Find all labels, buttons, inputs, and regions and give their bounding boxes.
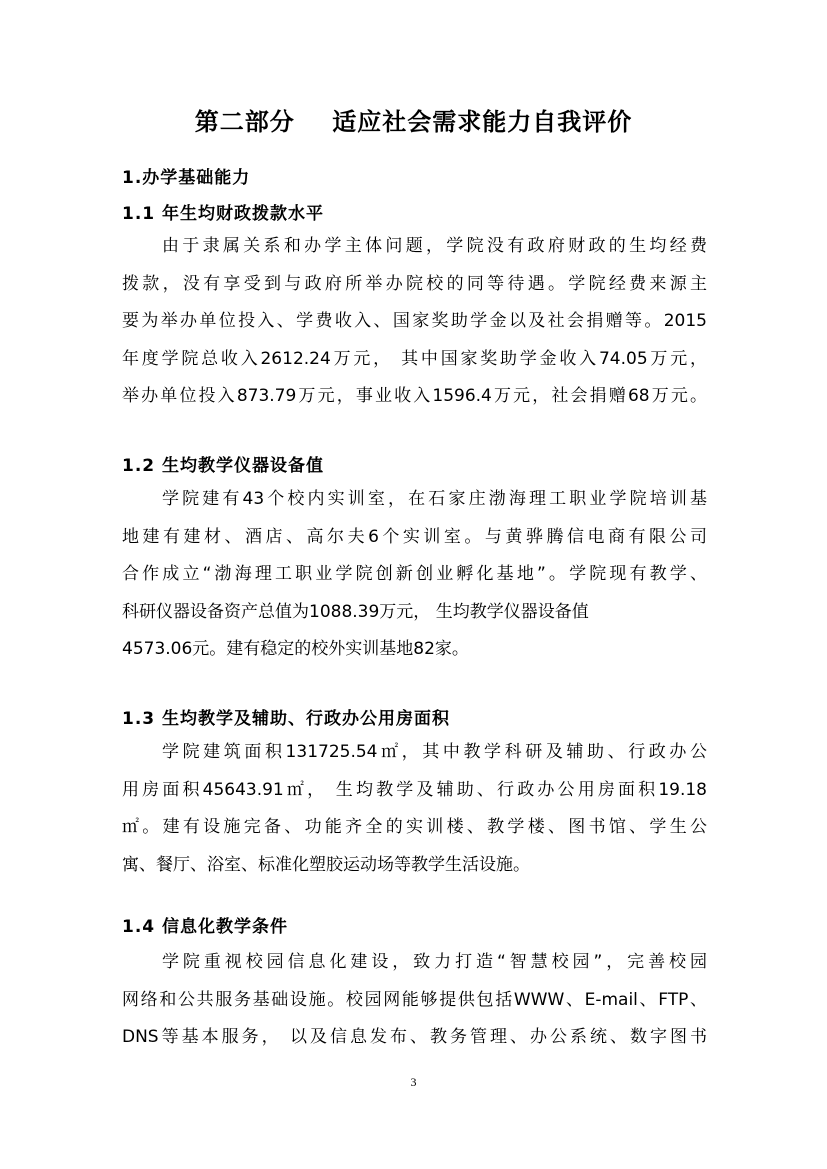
paragraph-line: 寓、餐厅、浴室、标准化塑胶运动场等教学生活设施。 [122, 854, 530, 875]
paragraph-line: 由于隶属关系和办学主体问题，学院没有政府财政的生均经费 [162, 236, 707, 256]
paragraph-line: 举办单位投入873.79万元，事业收入1596.4万元，社会捐赠68万元。 [122, 386, 707, 407]
section-heading-1: 1.办学基础能力 [122, 168, 251, 188]
paragraph-line: 要为举办单位投入、学费收入、国家奖助学金以及社会捐赠等。2015 [122, 311, 707, 332]
paragraph-line: 4573.06元。建有稳定的校外实训基地82家。 [122, 639, 469, 660]
paragraph-line: 用房面积45643.91㎡， 生均教学及辅助、行政办公用房面积19.18 [122, 779, 707, 800]
paragraph-line: 学院建有43个校内实训室，在石家庄渤海理工职业学院培训基 [162, 489, 707, 509]
section-heading-1-1: 1.1 年生均财政拨款水平 [122, 204, 325, 224]
paragraph-line: 拨款，没有享受到与政府所举办院校的同等待遇。学院经费来源主 [122, 273, 707, 294]
paragraph-1-1 [122, 228, 707, 416]
page-title: 第二部分 适应社会需求能力自我评价 [194, 108, 633, 136]
page-number: 3 [410, 1075, 417, 1089]
section-heading-1-3: 1.3 生均教学及辅助、行政办公用房面积 [122, 709, 451, 729]
paragraph-1-4 [122, 944, 707, 1057]
section-heading-1-4: 1.4 信息化教学条件 [122, 917, 289, 937]
paragraph-line: 学院建筑面积131725.54㎡，其中教学科研及辅助、行政办公 [162, 742, 707, 762]
paragraph-line: 地建有建材、酒店、高尔夫6个实训室。与黄骅腾信电商有限公司 [122, 526, 707, 547]
paragraph-line: DNS等基本服务， 以及信息发布、教务管理、办公系统、数字图书 [122, 1027, 707, 1048]
paragraph-line: 合作成立“渤海理工职业学院创新创业孵化基地”。学院现有教学、 [122, 564, 707, 585]
section-heading-1-2: 1.2 生均教学仪器设备值 [122, 456, 325, 476]
paragraph-line: 网络和公共服务基础设施。校园网能够提供包括WWW、E-mail、FTP、 [122, 989, 707, 1010]
paragraph-line: 学院重视校园信息化建设，致力打造“智慧校园”，完善校园 [162, 952, 707, 972]
paragraph-line: 科研仪器设备资产总值为1088.39万元， 生均教学仪器设备值 [122, 601, 589, 622]
paragraph-1-3 [122, 734, 707, 884]
paragraph-line: 年度学院总收入2612.24万元， 其中国家奖助学金收入74.05万元， [122, 348, 707, 369]
paragraph-1-2 [122, 481, 707, 669]
paragraph-line: ㎡。建有设施完备、功能齐全的实训楼、教学楼、图书馆、学生公 [122, 817, 707, 838]
